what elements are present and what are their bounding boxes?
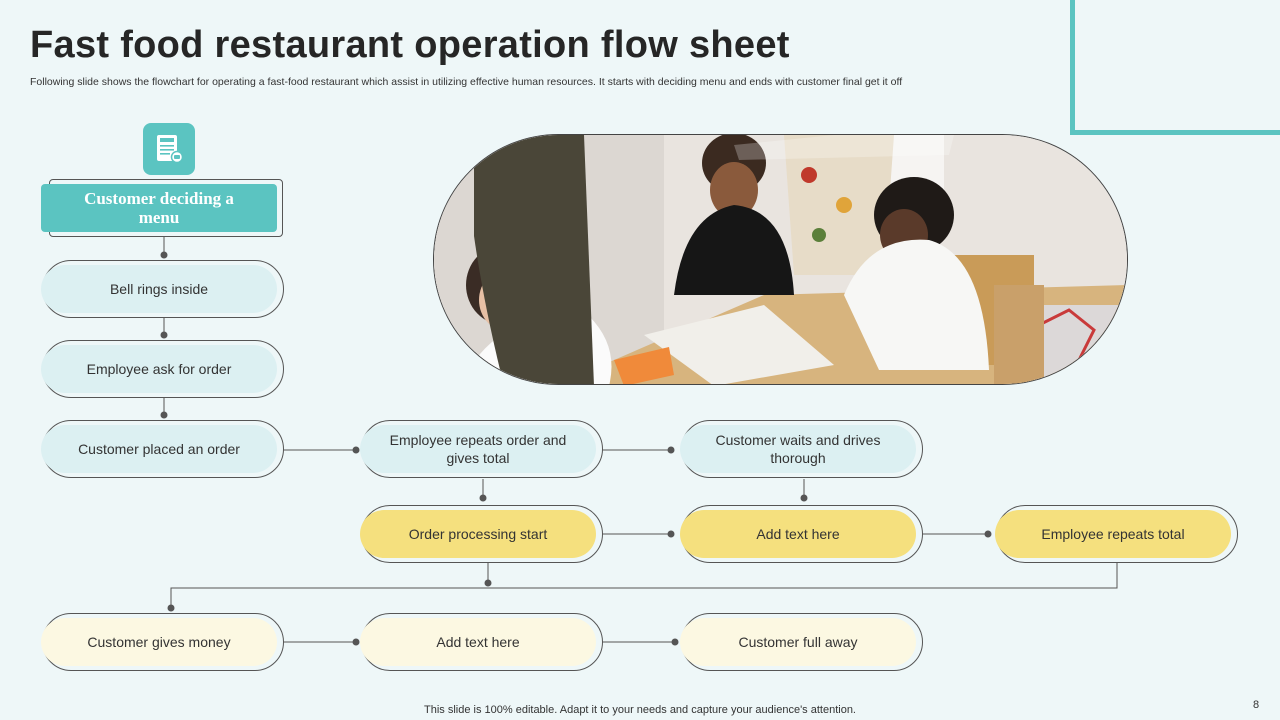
node-label: Employee repeats total: [995, 510, 1231, 558]
node-label: Employee repeats order and gives total: [360, 425, 596, 473]
node-label: Add text here: [680, 510, 916, 558]
node-customer-full-away: [681, 613, 923, 671]
node-customer-waits: [681, 420, 923, 478]
node-label: Employee ask for order: [41, 345, 277, 393]
footer-note: This slide is 100% editable. Adapt it to your needs and capture your audience's attention.: [424, 704, 856, 716]
node-label: Customer waits and drives thorough: [680, 425, 916, 473]
node-employee-ask: [42, 340, 284, 398]
page-title: Fast food restaurant operation flow sheet: [30, 24, 790, 66]
team-meeting-photo: [433, 134, 1128, 385]
node-label: Order processing start: [360, 510, 596, 558]
node-customer-placed: [42, 420, 284, 478]
node-employee-repeats-order: [361, 420, 603, 478]
node-add-text-1: [681, 505, 923, 563]
page-number: 8: [1253, 699, 1260, 711]
node-bell-rings: [42, 260, 284, 318]
node-label: Add text here: [360, 618, 596, 666]
node-customer-gives-money: [42, 613, 284, 671]
node-employee-repeats-total: [996, 505, 1238, 563]
menu-icon: [143, 123, 195, 175]
node-add-text-2: [361, 613, 603, 671]
node-label: Customer full away: [680, 618, 916, 666]
node-label: Customer gives money: [41, 618, 277, 666]
start-node-label: Customer deciding a menu: [41, 184, 277, 232]
node-label: Customer placed an order: [41, 425, 277, 473]
start-node-customer-deciding-menu: [45, 179, 283, 237]
page-subtitle: Following slide shows the flowchart for operating a fast-food restaurant which assist in utilizing effective human resources. It starts with deciding menu and ends with customer final get it off: [30, 76, 903, 88]
node-order-processing: [361, 505, 603, 563]
node-label: Bell rings inside: [41, 265, 277, 313]
